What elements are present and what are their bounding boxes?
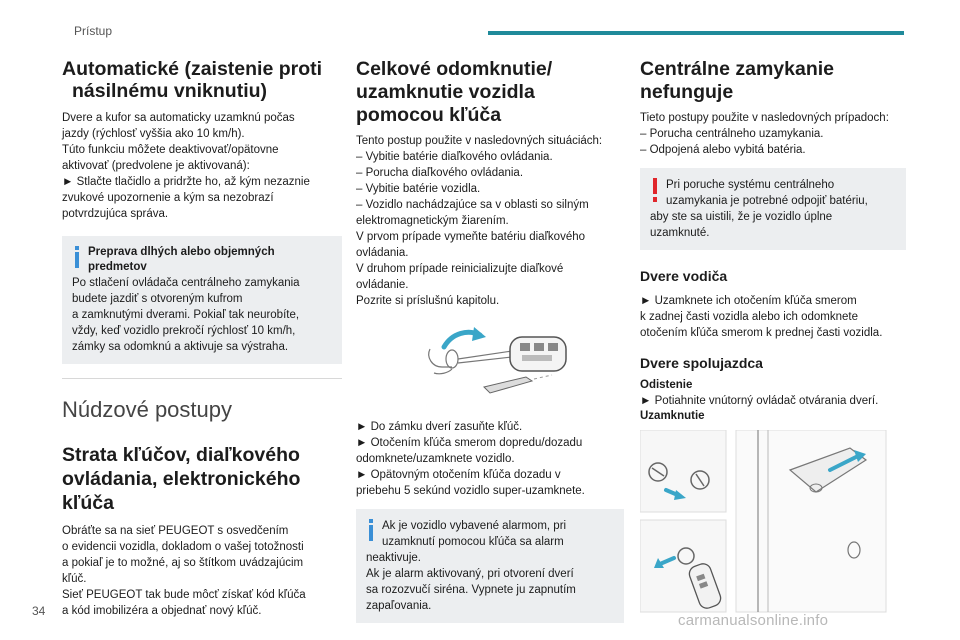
central-lock-title: Centrálne zamykanie nefunguje: [640, 58, 835, 103]
warning-icon: [650, 178, 660, 202]
emergency-section-title: Núdzové postupy: [62, 397, 232, 422]
driver-door-text: ► Uzamknete ich otočením kľúča smerom k zadnej časti vozidla alebo ich odomknete otočením kľúča smerom k prednej časti vozidla.: [640, 295, 883, 339]
driver-door-title: Dvere vodiča: [640, 268, 728, 284]
key-unlock-intro: Tento postup použite v nasledovných situáciách: – Vybitie batérie diaľkového ovládania. – Porucha diaľkového ovládania. – Vybitie batérie vozidla. – Vozidlo nachádzajúce sa v oblasti so silným elektromagnetickým žiarením. V prvom prípade vymeňte batériu diaľkového ovládania. V druhom prípade reinicializujte diaľkové ovládanie. Pozrite si príslušnú kapitolu.: [356, 135, 603, 307]
info-icon: [72, 246, 82, 268]
info-box-long-objects: Preprava dlhých alebo objemných predmetov Po stlačení ovládača centrálneho zamykania budete jazdiť s otvoreným kufrom a zamknutými dverami. Pokiaľ tak neurobíte, vždy, keď vozidlo prekročí rýchlosť 10 km/h, zámky sa odomknú a aktivuje sa výstraha.: [62, 236, 342, 364]
lost-keys-text: Obráťte sa na sieť PEUGEOT s osvedčením o evidencii vozidla, dokladom o vašej totožnosti a pokiaľ je to možné, aj so štítkom uvádzajúcim kľúč. Sieť PEUGEOT tak bude môcť získať kód kľúča a kód imobilizéra a objednať nový kľúč.: [62, 525, 306, 617]
column-3: [640, 58, 906, 616]
passenger-door-title: Dvere spolujazdca: [640, 355, 763, 371]
lock-label: Uzamknutie: [640, 410, 705, 422]
running-header: Prístup: [74, 24, 113, 38]
info-icon: [366, 519, 376, 541]
lost-keys-title: Strata kľúčov, diaľkového ovládania, elektronického kľúča: [62, 444, 301, 514]
section-divider: [62, 378, 342, 379]
unlock-label: Odistenie: [640, 379, 693, 391]
unlock-step: ► Potiahnite vnútorný ovládač otvárania dverí.: [640, 395, 879, 407]
central-lock-intro: Tieto postupy použite v nasledovných prípadoch: – Porucha centrálneho uzamykania. – Odpojená alebo vybitá batéria.: [640, 112, 889, 156]
column-1: [62, 58, 342, 619]
auto-lock-title: Automatické (zaistenie proti násilnému vniknutiu): [62, 58, 323, 102]
passenger-door-illustration: [640, 430, 906, 616]
header-accent-bar: [488, 31, 904, 35]
key-in-door-illustration: [356, 317, 624, 409]
key-unlock-title: Celkové odomknutie/ uzamknutie vozidla pomocou kľúča: [356, 58, 553, 126]
page-number: 34: [32, 604, 46, 618]
info-box-alarm: Ak je vozidlo vybavené alarmom, pri uzamknutí pomocou kľúča sa alarm neaktivuje. Ak je alarm aktivovaný, pri otvorení dverí sa rozozvučí siréna. Vypnete ju zapnutím zapaľovania.: [356, 509, 624, 623]
watermark: carmanualsonline.info: [678, 612, 829, 629]
key-unlock-steps: ► Do zámku dverí zasuňte kľúč. ► Otočením kľúča smerom dopredu/dozadu odomknete/uzamknete vozidlo. ► Opätovným otočením kľúča dozadu v priebehu 5 sekúnd vozidlo super-uzamknete.: [356, 421, 585, 497]
auto-lock-text: Dvere a kufor sa automaticky uzamknú počas jazdy (rýchlosť vyššia ako 10 km/h). Túto funkciu môžete deaktivovať/opätovne aktivovať (predvolene je aktivovaná): ► Stlačte tlačidlo a pridržte ho, až kým nezaznie zvukové upozornenie a kým sa nezobrazí potvrdzujúca správa.: [62, 112, 310, 220]
warning-box-battery: Pri poruche systému centrálneho uzamykania je potrebné odpojiť batériu, aby ste sa uistili, že je vozidlo úplne uzamknuté.: [640, 168, 906, 250]
column-2: [356, 58, 624, 623]
